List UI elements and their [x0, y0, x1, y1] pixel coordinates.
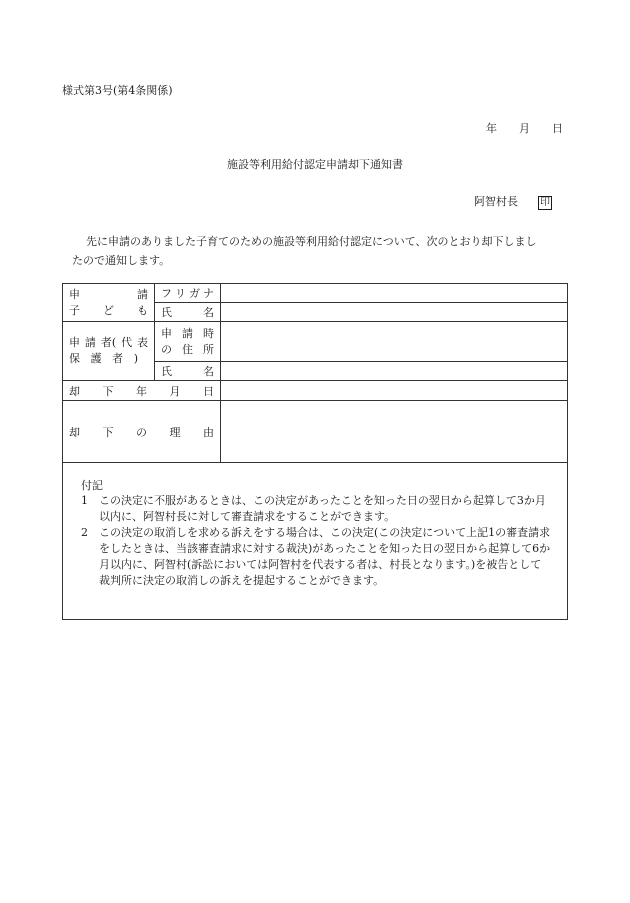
- label-char: 理: [169, 425, 181, 439]
- rejection-date-label: [69, 383, 214, 399]
- label-char: 所: [203, 342, 214, 356]
- rejection-date-label-cell: [63, 381, 221, 401]
- label-char: 名: [203, 306, 214, 319]
- info-table: [62, 283, 568, 463]
- note-item: [81, 493, 551, 525]
- label-char: 申: [69, 336, 80, 349]
- rejection-reason-label: [69, 424, 214, 440]
- label-char: 由: [203, 425, 214, 439]
- body-line: たので通知します。: [72, 254, 171, 267]
- label-char: 請: [84, 336, 96, 349]
- label-char: 却: [69, 384, 80, 398]
- label-char: 代: [121, 336, 133, 349]
- label-char: 下: [102, 425, 114, 439]
- label-char: ナ: [203, 287, 214, 300]
- body-line: 先に申請のありました子育てのための施設等利用給付認定について、次のとおり却下しまし: [86, 235, 537, 248]
- rejection-reason-field[interactable]: [221, 401, 568, 463]
- label-char: 子: [69, 303, 80, 317]
- label-char: 者: [112, 352, 124, 365]
- label-char: 申: [161, 326, 172, 340]
- child-name-field[interactable]: [221, 303, 568, 322]
- child-name-label-cell: [155, 303, 221, 322]
- guardian-label-line1: [69, 335, 148, 351]
- label-char: 者(: [100, 336, 117, 349]
- label-char: 月: [169, 384, 181, 398]
- seal-mark: 印: [540, 197, 550, 208]
- child-furigana-field[interactable]: [221, 284, 568, 303]
- furigana-label: [161, 285, 214, 301]
- issuer: [474, 193, 552, 210]
- label-char: 護: [90, 352, 102, 365]
- note-text: この決定の取消しを求める訴えをする場合は、この決定(この決定について上記1の審査請求をしたときは、当該審査請求に対する裁決)があったことを知った日の翌日から起算して6か月以内に、阿智村(訴訟においては阿智村を代表する者は、村長となります。)を被告として裁判所に決定の取消しの訴えを提起することができます。: [99, 526, 551, 587]
- guardian-address-field[interactable]: [221, 322, 568, 362]
- child-label-cell: [63, 284, 155, 322]
- label-char: ど: [103, 303, 114, 317]
- guardian-name-field[interactable]: [221, 362, 568, 381]
- label-char: 下: [102, 384, 114, 398]
- child-label-line1: [69, 287, 148, 303]
- document-title: 施設等利用給付認定申請却下通知書: [227, 158, 403, 171]
- guardian-label-cell: [63, 322, 155, 381]
- label-char: も: [137, 303, 148, 317]
- note-item: [81, 525, 551, 589]
- date-day: 日: [552, 122, 563, 135]
- form-number: 様式第3号(第4条関係): [62, 84, 173, 97]
- label-char: フ: [161, 287, 172, 300]
- guardian-name-label-cell: [155, 362, 221, 381]
- label-char: 時: [203, 326, 214, 340]
- name-label: [161, 363, 214, 379]
- body-text: [72, 232, 572, 270]
- label-char: 却: [69, 425, 80, 439]
- label-char: 名: [203, 365, 214, 378]
- furigana-label-cell: [155, 284, 221, 303]
- label-char: リ: [175, 287, 186, 300]
- date-month: 月: [519, 122, 530, 135]
- date-line: [486, 120, 563, 136]
- label-char: の: [136, 425, 147, 439]
- label-char: 日: [203, 384, 214, 398]
- rejection-reason-label-cell: [63, 401, 221, 463]
- label-char: 請: [182, 326, 193, 340]
- label-char: ガ: [189, 287, 200, 300]
- address-label-line2: [161, 342, 214, 358]
- notes-box: [62, 463, 568, 620]
- label-char: 請: [137, 287, 148, 301]
- rejection-date-field[interactable]: [221, 381, 568, 401]
- child-label-line2: [69, 303, 148, 319]
- address-label-line1: [161, 326, 214, 342]
- label-char: 保: [69, 352, 80, 365]
- label-char: ): [133, 352, 138, 365]
- label-char: 表: [136, 336, 148, 349]
- label-char: 氏: [161, 306, 172, 319]
- note-number: 1: [81, 494, 88, 507]
- date-year: 年: [486, 122, 497, 135]
- note-number: 2: [81, 526, 88, 539]
- name-label: [161, 304, 214, 320]
- issuer-name: 阿智村長: [474, 195, 518, 208]
- label-char: の: [161, 342, 172, 356]
- label-char: 年: [136, 384, 147, 398]
- label-char: 住: [182, 342, 193, 356]
- notes-header: 付記: [81, 479, 103, 492]
- label-char: 申: [69, 287, 80, 301]
- label-char: 氏: [161, 365, 172, 378]
- note-text: この決定に不服があるときは、この決定があったことを知った日の翌日から起算して3か月以内に、阿智村長に対して審査請求をすることができます。: [99, 494, 546, 523]
- guardian-label-line2: [69, 351, 148, 367]
- address-label-cell: [155, 322, 221, 362]
